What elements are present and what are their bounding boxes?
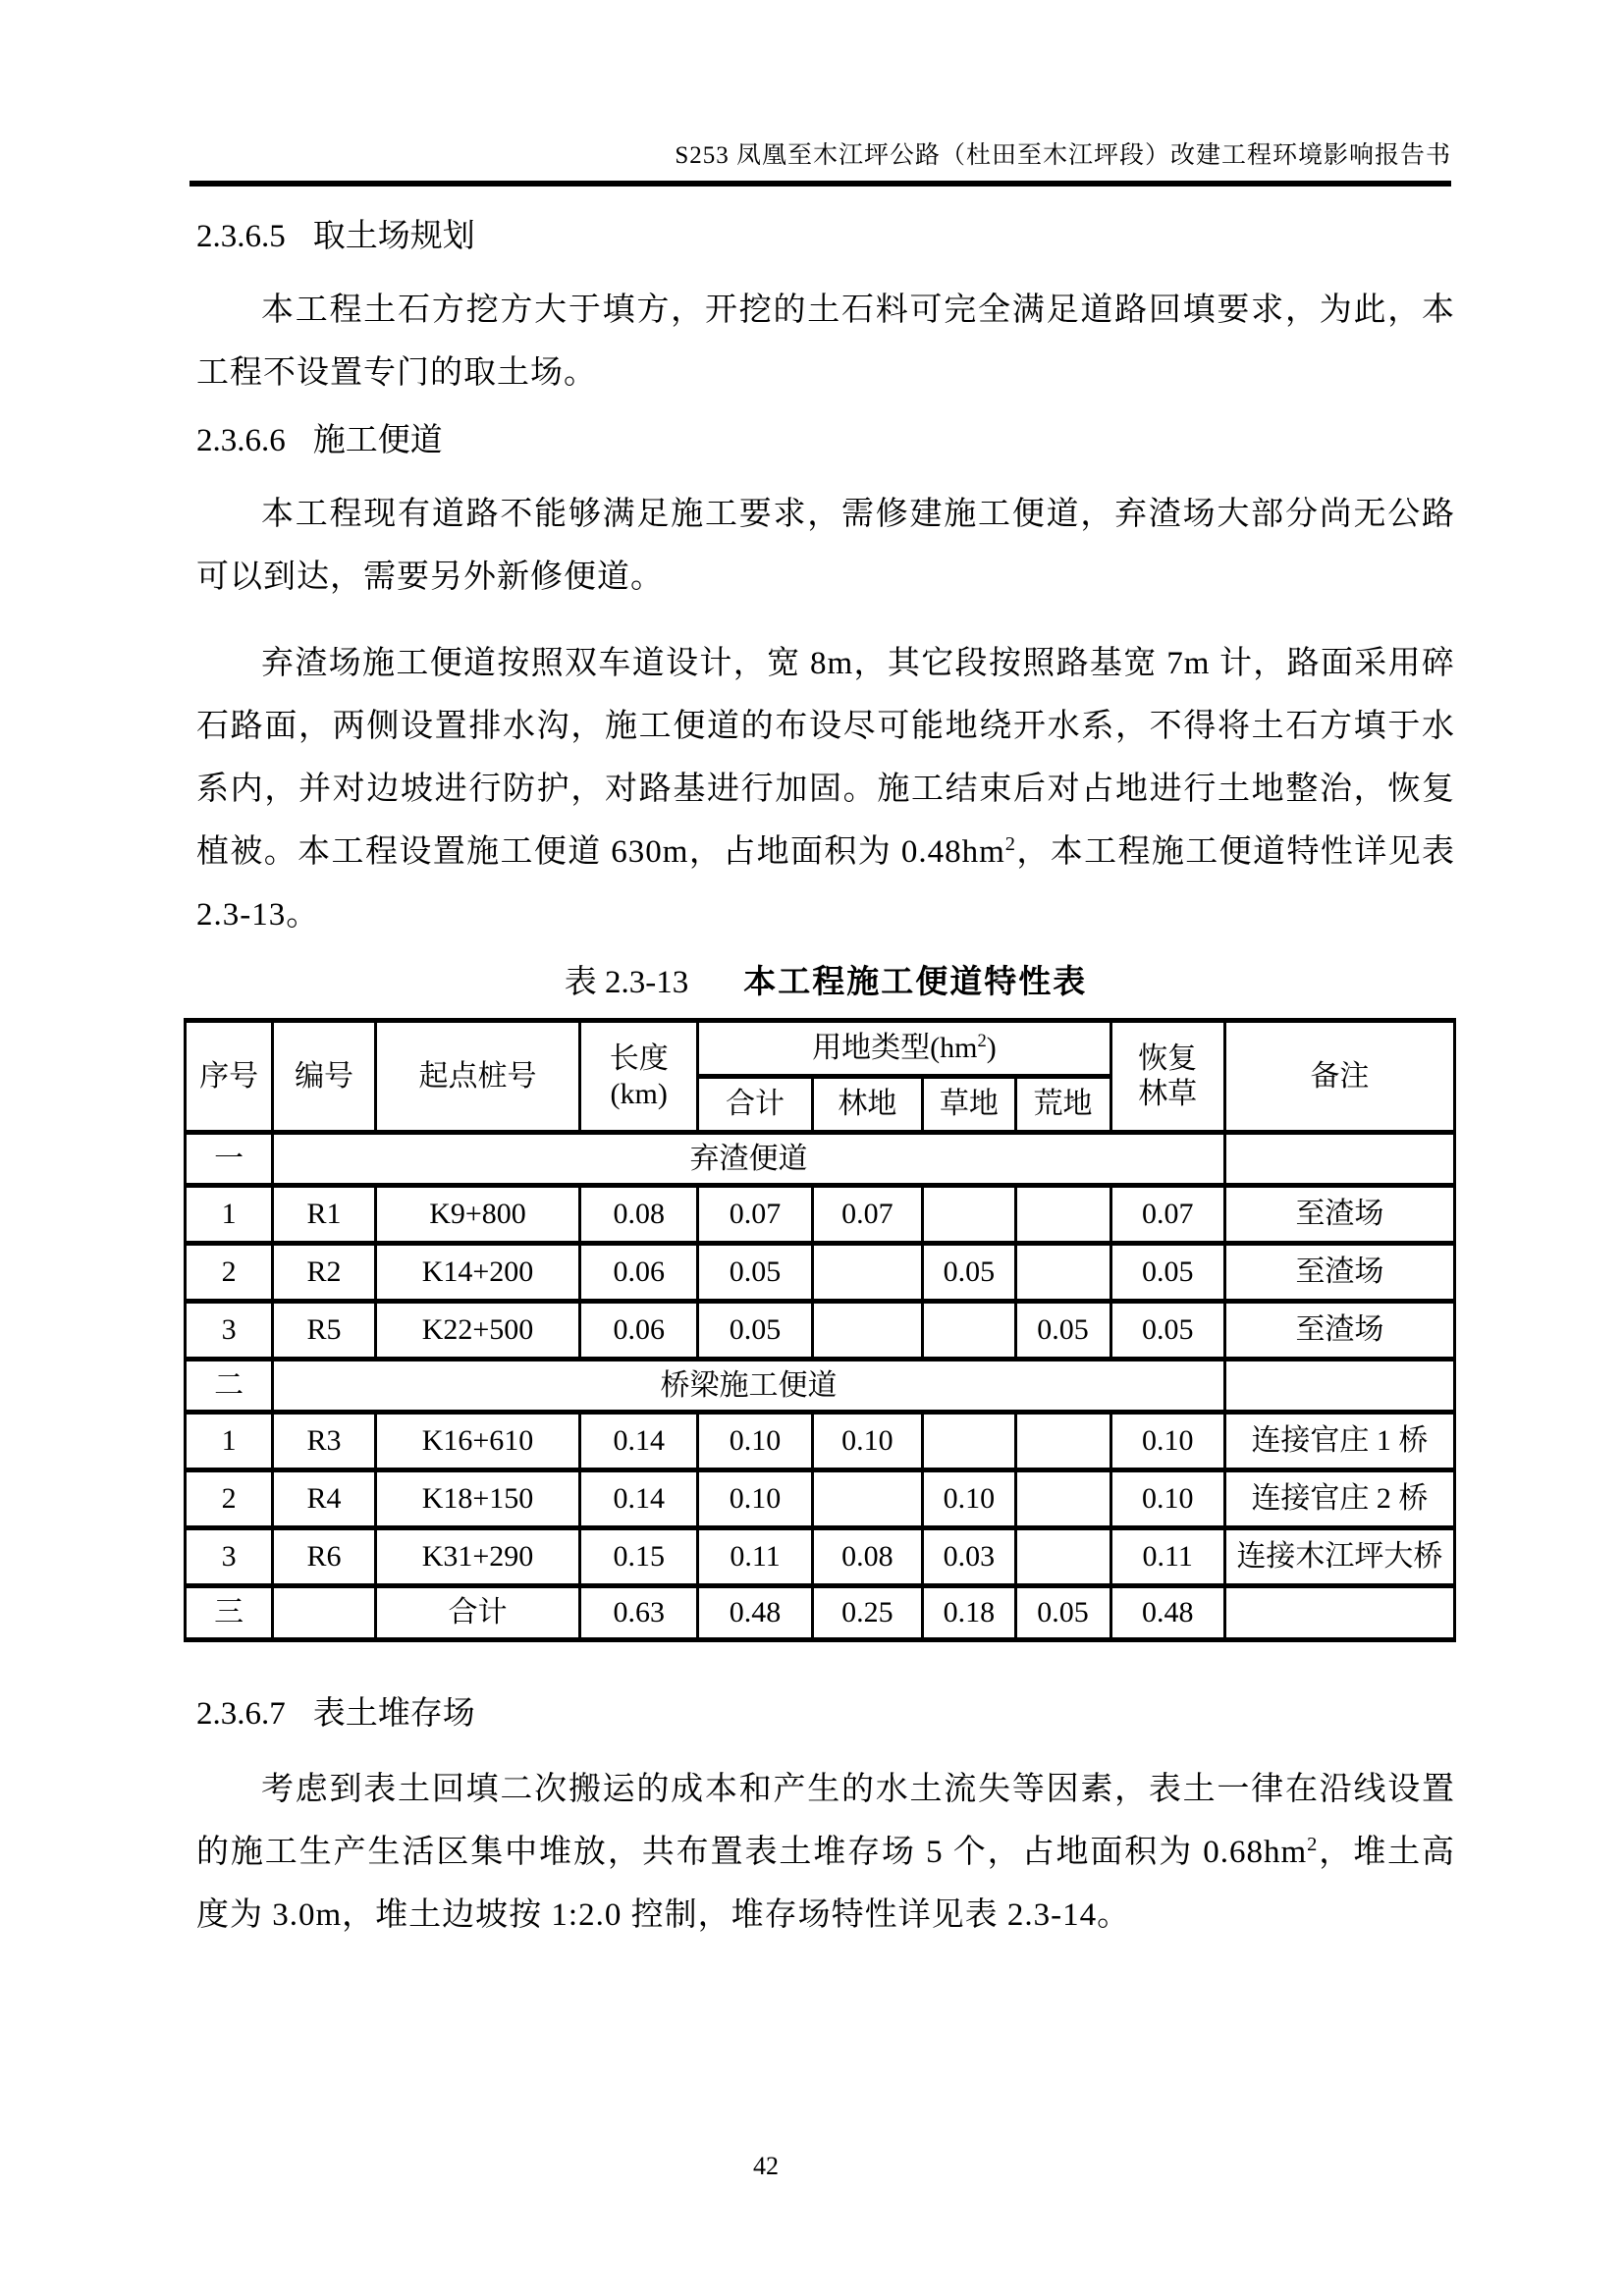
land-type-prefix: 用地类型(hm <box>812 1032 978 1064</box>
table-row <box>186 1413 1455 1470</box>
table-cell-stake: 合计 <box>375 1586 579 1640</box>
table-cell-code: R1 <box>273 1186 376 1244</box>
table-cell-total: 0.05 <box>698 1244 812 1302</box>
document-content <box>196 196 1455 1947</box>
table-cell-seq: 3 <box>186 1528 273 1586</box>
table-cell-grass <box>923 1186 1015 1244</box>
table-row <box>186 1470 1455 1528</box>
col-header-remark: 备注 <box>1224 1021 1454 1133</box>
col-header-land-type <box>698 1021 1110 1077</box>
table-cell-remark: 连接木江坪大桥 <box>1224 1528 1454 1586</box>
table-cell-restore: 0.05 <box>1110 1244 1224 1302</box>
table-cell-code: R6 <box>273 1528 376 1586</box>
header-title: S253 凤凰至木江坪公路（杜田至木江坪段）改建工程环境影响报告书 <box>675 142 1451 169</box>
table-cell-length: 0.08 <box>580 1186 698 1244</box>
table-cell-remark: 至渣场 <box>1224 1302 1454 1360</box>
col-header-grass: 草地 <box>923 1077 1015 1133</box>
table-cell-total: 0.11 <box>698 1528 812 1586</box>
paragraph: 本工程现有道路不能够满足施工要求，需修建施工便道，弃渣场大部分尚无公路可以到达，需要另外新修便道。 <box>196 497 1455 595</box>
table-section-label: 弃渣便道 <box>273 1133 1225 1186</box>
table-cell-restore: 0.05 <box>1110 1302 1224 1360</box>
superscript: 2 <box>1004 833 1016 855</box>
table-cell-code: R5 <box>273 1302 376 1360</box>
table-cell-length: 0.14 <box>580 1470 698 1528</box>
table-row <box>186 1186 1455 1244</box>
table-cell-grass: 0.05 <box>923 1244 1015 1302</box>
table-cell-code <box>273 1586 376 1640</box>
col-header-restore-line1: 恢复 <box>1138 1041 1198 1075</box>
superscript: 2 <box>1307 1834 1319 1855</box>
col-header-waste: 荒地 <box>1015 1077 1110 1133</box>
section-title: 表土堆存场 <box>312 1696 475 1732</box>
col-header-length-line2: (km) <box>610 1077 668 1110</box>
col-header-length <box>580 1021 698 1133</box>
table-cell-stake: K14+200 <box>375 1244 579 1302</box>
table-cell-waste: 0.05 <box>1015 1586 1110 1640</box>
table-cell-total: 0.10 <box>698 1413 812 1470</box>
table-cell-remark <box>1224 1133 1454 1186</box>
table-section-label: 桥梁施工便道 <box>273 1360 1225 1413</box>
table-caption <box>196 960 1455 1004</box>
table-cell-stake: K22+500 <box>375 1302 579 1360</box>
table-caption-label: 表 2.3-13 <box>564 965 689 1000</box>
table-cell-remark <box>1224 1360 1454 1413</box>
paragraph <box>196 632 1455 946</box>
table-cell-grass: 0.03 <box>923 1528 1015 1586</box>
section-title: 施工便道 <box>312 423 443 458</box>
table-cell-length: 0.06 <box>580 1302 698 1360</box>
table-cell-total: 0.07 <box>698 1186 812 1244</box>
table-cell-seq: 3 <box>186 1302 273 1360</box>
table-cell-code: R4 <box>273 1470 376 1528</box>
section-heading-2365 <box>196 216 1455 257</box>
table-cell-waste <box>1015 1186 1110 1244</box>
table-cell-waste <box>1015 1413 1110 1470</box>
table-cell-waste <box>1015 1244 1110 1302</box>
table-cell-forest <box>812 1244 922 1302</box>
table-cell-grass <box>923 1413 1015 1470</box>
table-cell-grass: 0.18 <box>923 1586 1015 1640</box>
table-cell-forest <box>812 1302 922 1360</box>
col-header-restore-line2: 林草 <box>1138 1077 1198 1110</box>
table-cell-restore: 0.07 <box>1110 1186 1224 1244</box>
table-cell-seq: 2 <box>186 1244 273 1302</box>
table-cell-restore: 0.48 <box>1110 1586 1224 1640</box>
table-cell-grass <box>923 1302 1015 1360</box>
page-header <box>189 135 1451 187</box>
construction-road-table <box>184 1018 1456 1642</box>
paragraph <box>196 1758 1455 1947</box>
table-cell-total: 0.05 <box>698 1302 812 1360</box>
table-cell-grass: 0.10 <box>923 1470 1015 1528</box>
table-cell-seq: 1 <box>186 1413 273 1470</box>
table-cell-forest <box>812 1470 922 1528</box>
table-cell-length: 0.14 <box>580 1413 698 1470</box>
table-cell-code: R3 <box>273 1413 376 1470</box>
table-cell-length: 0.06 <box>580 1244 698 1302</box>
page-number: 42 <box>753 2152 779 2180</box>
table-cell-stake: K9+800 <box>375 1186 579 1244</box>
table-cell-remark: 至渣场 <box>1224 1186 1454 1244</box>
table-cell-remark <box>1224 1586 1454 1640</box>
paragraph: 本工程土石方挖方大于填方，开挖的土石料可完全满足道路回填要求，为此，本工程不设置专门的取土场。 <box>196 293 1455 391</box>
col-header-forest: 林地 <box>812 1077 922 1133</box>
table-row <box>186 1244 1455 1302</box>
table-cell-waste <box>1015 1470 1110 1528</box>
paragraph-text: ，堆土高度为 3.0m，堆土边坡按 1:2.0 控制，堆存场特性详见表 2.3-14。 <box>196 1835 1456 1933</box>
table-cell-remark: 连接官庄 2 桥 <box>1224 1470 1454 1528</box>
table-cell-seq: 1 <box>186 1186 273 1244</box>
table-cell-seq: 2 <box>186 1470 273 1528</box>
table-cell-seq: 一 <box>186 1133 273 1186</box>
table-cell-stake: K31+290 <box>375 1528 579 1586</box>
table-cell-remark: 连接官庄 1 桥 <box>1224 1413 1454 1470</box>
table-cell-total: 0.48 <box>698 1586 812 1640</box>
table-cell-code: R2 <box>273 1244 376 1302</box>
table-cell-forest: 0.25 <box>812 1586 922 1640</box>
table-cell-restore: 0.11 <box>1110 1528 1224 1586</box>
section-number: 2.3.6.5 <box>196 219 286 254</box>
table-cell-length: 0.63 <box>580 1586 698 1640</box>
paragraph-text: 考虑到表土回填二次搬运的成本和产生的水土流失等因素，表土一律在沿线设置的施工生产生活区集中堆放，共布置表土堆存场 5 个，占地面积为 0.68hm <box>196 1772 1455 1870</box>
table-cell-restore: 0.10 <box>1110 1413 1224 1470</box>
paragraph-text: 弃渣场施工便道按照双车道设计，宽 8m，其它段按照路基宽 7m 计，路面采用碎石路面，两侧设置排水沟，施工便道的布设尽可能地绕开水系，不得将土石方填于水系内，并对边坡进行防护，对路基进行加固。施工结束后对占地进行土地整治，恢复植被。本工程设置施工便道 630m，占地面积为 0.48hm <box>196 646 1455 870</box>
col-header-restore <box>1110 1021 1224 1133</box>
table-row <box>186 1302 1455 1360</box>
section-number: 2.3.6.7 <box>196 1696 286 1732</box>
col-header-length-line1: 长度 <box>609 1041 669 1075</box>
section-heading-2367 <box>196 1693 1455 1735</box>
table-cell-stake: K16+610 <box>375 1413 579 1470</box>
table-section-row <box>186 1360 1455 1413</box>
table-cell-seq: 三 <box>186 1586 273 1640</box>
table-cell-waste <box>1015 1528 1110 1586</box>
table-cell-total: 0.10 <box>698 1470 812 1528</box>
table-cell-forest: 0.10 <box>812 1413 922 1470</box>
table-cell-waste: 0.05 <box>1015 1302 1110 1360</box>
table-caption-title: 本工程施工便道特性表 <box>743 963 1088 999</box>
section-title: 取土场规划 <box>312 219 475 254</box>
col-header-code: 编号 <box>273 1021 376 1133</box>
table-cell-remark: 至渣场 <box>1224 1244 1454 1302</box>
table-cell-length: 0.15 <box>580 1528 698 1586</box>
paragraph-text: ，本工程施工便道特性详见表 2.3-13。 <box>196 834 1455 933</box>
table-section-row <box>186 1133 1455 1186</box>
table-cell-forest: 0.07 <box>812 1186 922 1244</box>
land-type-suffix: ) <box>986 1032 997 1064</box>
col-header-total: 合计 <box>698 1077 812 1133</box>
table-summary-row <box>186 1586 1455 1640</box>
land-type-superscript: 2 <box>977 1031 987 1051</box>
table-cell-restore: 0.10 <box>1110 1470 1224 1528</box>
table-cell-forest: 0.08 <box>812 1528 922 1586</box>
table-cell-seq: 二 <box>186 1360 273 1413</box>
section-heading-2366 <box>196 420 1455 461</box>
table-row <box>186 1528 1455 1586</box>
col-header-seq: 序号 <box>186 1021 273 1133</box>
section-number: 2.3.6.6 <box>196 423 286 458</box>
col-header-stake: 起点桩号 <box>375 1021 579 1133</box>
table-cell-stake: K18+150 <box>375 1470 579 1528</box>
